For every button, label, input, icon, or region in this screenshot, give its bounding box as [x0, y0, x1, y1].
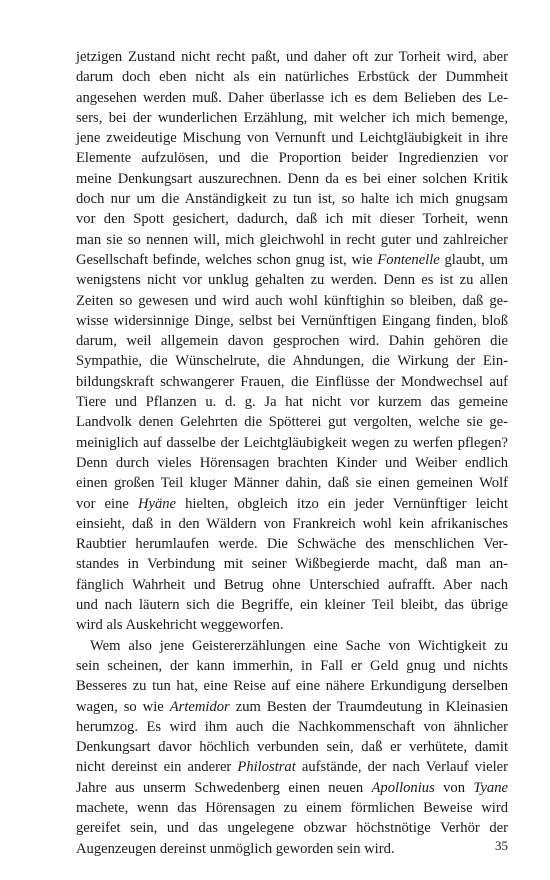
- text-run: wagen, so wie: [76, 698, 170, 715]
- text-run: Gesellschaft befinde, welches schon gnug ist, wie: [76, 251, 378, 268]
- text-run: Landvolk denen Gelehrten die Spötterei gut vergolten, welche sie ge-: [76, 414, 508, 431]
- text-run: zum Besten der Traumdeutung in Kleinasien: [229, 698, 508, 715]
- text-run: Jahre aus unserm Schwedenberg einen neuen: [76, 779, 372, 796]
- text-line: [76, 473, 508, 493]
- text-run: jene zweideutige Mischung von Vernunft und Leichtgläubigkeit in ihre: [76, 130, 508, 147]
- paragraph: [76, 636, 508, 859]
- text-line: [76, 778, 508, 798]
- text-line: [76, 636, 508, 656]
- text-line: [76, 250, 508, 270]
- text-run: Raubtier herumlaufen werde. Die Schwäche des menschlichen Ver-: [76, 536, 508, 553]
- text-run: sein scheinen, der kann immerhin, in Fall er Geld gnug und nichts: [76, 657, 508, 674]
- italic-name: Fontenelle: [377, 251, 440, 268]
- page-number: 35: [495, 838, 508, 853]
- text-run: sers, bei der wunderlichen Erzählung, mit welcher ich mich bemenge,: [76, 109, 508, 126]
- text-line: [76, 291, 508, 311]
- text-run: einen großen Teil kluger Männer dahin, daß sie einen gemeinen Wolf: [76, 475, 508, 492]
- text-line: [76, 798, 508, 818]
- text-run: jetzigen Zustand nicht recht paßt, und daher oft zur Torheit wird, aber: [76, 49, 508, 65]
- text-run: einsieht, daß in den Wäldern von Frankreich wohl kein afrikanisches: [76, 515, 508, 532]
- text-line: [76, 615, 508, 635]
- text-line: [76, 453, 508, 473]
- italic-name: Artemidor: [169, 698, 230, 715]
- text-run: aufstände, der nach Verlauf vieler: [295, 759, 508, 776]
- text-run: doch nur um die Anständigkeit zu tun ist, so halte ich mich gnugsam: [76, 191, 508, 208]
- text-run: herumzog. Es wird ihm auch die Nachkommenschaft von ähnlicher: [76, 718, 508, 735]
- text-run: vor den Spott gesichert, dadurch, daß ich mit dieser Torheit, wenn: [76, 211, 508, 228]
- text-line: [76, 433, 508, 453]
- text-line: [76, 575, 508, 595]
- text-run: glaubt, um: [439, 251, 508, 268]
- text-line: [76, 128, 508, 148]
- text-line: [76, 351, 508, 371]
- text-run: nicht dereinst ein anderer: [76, 759, 238, 776]
- text-line: [76, 209, 508, 229]
- italic-name: Philostrat: [237, 759, 296, 776]
- text-line: [76, 676, 508, 696]
- text-run: Augenzeugen dereinst unmöglich geworden sein wird.: [76, 840, 395, 857]
- text-line: [76, 270, 508, 290]
- text-line: [76, 554, 508, 574]
- text-line: [76, 331, 508, 351]
- text-line: [76, 656, 508, 676]
- text-line: [76, 88, 508, 108]
- text-run: und nach läutern sich die Begriffe, ein kleiner Teil bleibt, das übrige: [76, 597, 508, 614]
- text-line: [76, 169, 508, 189]
- text-line: [76, 839, 508, 859]
- text-run: Sympathie, die Wünschelrute, die Ahndungen, die Wirkung der Ein-: [76, 353, 508, 370]
- text-line: [76, 737, 508, 757]
- text-line: [76, 189, 508, 209]
- italic-name: Hyäne: [137, 495, 177, 512]
- text-run: Besseres zu tun hat, eine Reise auf eine nähere Erkundigung derselben: [76, 678, 508, 695]
- text-run: machete, wenn das Hörensagen zu einem förmlichen Beweise wird: [76, 799, 508, 816]
- text-line: [76, 514, 508, 534]
- text-run: wenigstens nicht vor unklug gehalten zu werden. Denn es ist zu allen: [76, 272, 508, 289]
- text-run: meiniglich auf dasselbe der Leichtgläubigkeit wegen zu werfen pflegen?: [76, 434, 508, 451]
- text-run: darum, weil allgemein davon gesprochen wird. Dahin gehören die: [76, 333, 508, 350]
- text-line: [76, 311, 508, 331]
- text-run: hielten, obgleich itzo ein jeder Vernünftiger leicht: [176, 495, 509, 512]
- text-run: standes in Verbindung mit seiner Wißbegierde macht, daß man an-: [76, 556, 508, 573]
- text-run: Denkungsart davor höchlich verbunden sein, daß er verhütete, damit: [76, 739, 508, 756]
- text-line: [76, 372, 508, 392]
- text-line: [76, 534, 508, 554]
- text-line: [76, 67, 508, 87]
- text-run: Elemente aufzulösen, und die Proportion beider Ingredienzien vor: [76, 150, 508, 167]
- paragraph: [76, 47, 508, 636]
- text-line: [76, 717, 508, 737]
- text-run: fänglich Wahrheit und Betrug ohne Unterschied aufrafft. Aber nach: [76, 576, 508, 593]
- text-run: darum doch eben nicht als ein natürliches Erbstück der Dummheit: [76, 69, 508, 86]
- text-line: [76, 757, 508, 777]
- text-run: Denn durch vieles Hörensagen brachten Kinder und Weiber endlich: [76, 454, 508, 471]
- text-line: [76, 148, 508, 168]
- text-run: gereifet sein, und das ungelegene obzwar höchstnötige Verhör der: [76, 820, 508, 837]
- text-line: [76, 818, 508, 838]
- text-line: [76, 47, 508, 67]
- text-line: [76, 108, 508, 128]
- text-run: Wem also jene Geistererzählungen eine Sache von Wichtigkeit zu: [90, 637, 508, 654]
- body-text: [76, 47, 508, 859]
- text-run: vor eine: [76, 495, 138, 512]
- text-run: man sie so nennen will, mich gleichwohl in recht guter und zahlreicher: [76, 231, 508, 248]
- text-run: Zeiten so gewesen und wird auch wohl künftighin so bleiben, daß ge-: [76, 292, 508, 309]
- text-line: [76, 595, 508, 615]
- text-line: [76, 494, 508, 514]
- text-run: bildungskraft schwangerer Frauen, die Einflüsse der Mondwechsel auf: [76, 373, 508, 390]
- text-run: Tiere und Pflanzen u. d. g. Ja hat nicht vor kurzem das gemeine: [76, 394, 508, 411]
- text-run: meine Denkungsart auszurechnen. Denn da es bei einer solchen Kritik: [76, 170, 508, 187]
- text-run: wird als Auskehricht weggeworfen.: [76, 617, 284, 634]
- italic-name: Tyane: [473, 779, 508, 796]
- text-line: [76, 230, 508, 250]
- text-line: [76, 697, 508, 717]
- text-line: [76, 392, 508, 412]
- text-line: [76, 412, 508, 432]
- text-run: angesehen werden muß. Daher überlasse ich es dem Belieben des Le-: [76, 89, 508, 106]
- text-run: von: [434, 779, 474, 796]
- italic-name: Apollonius: [371, 779, 435, 796]
- text-run: wisse widersinnige Dinge, selbst bei Vernünftigen Eingang finden, bloß: [76, 312, 508, 329]
